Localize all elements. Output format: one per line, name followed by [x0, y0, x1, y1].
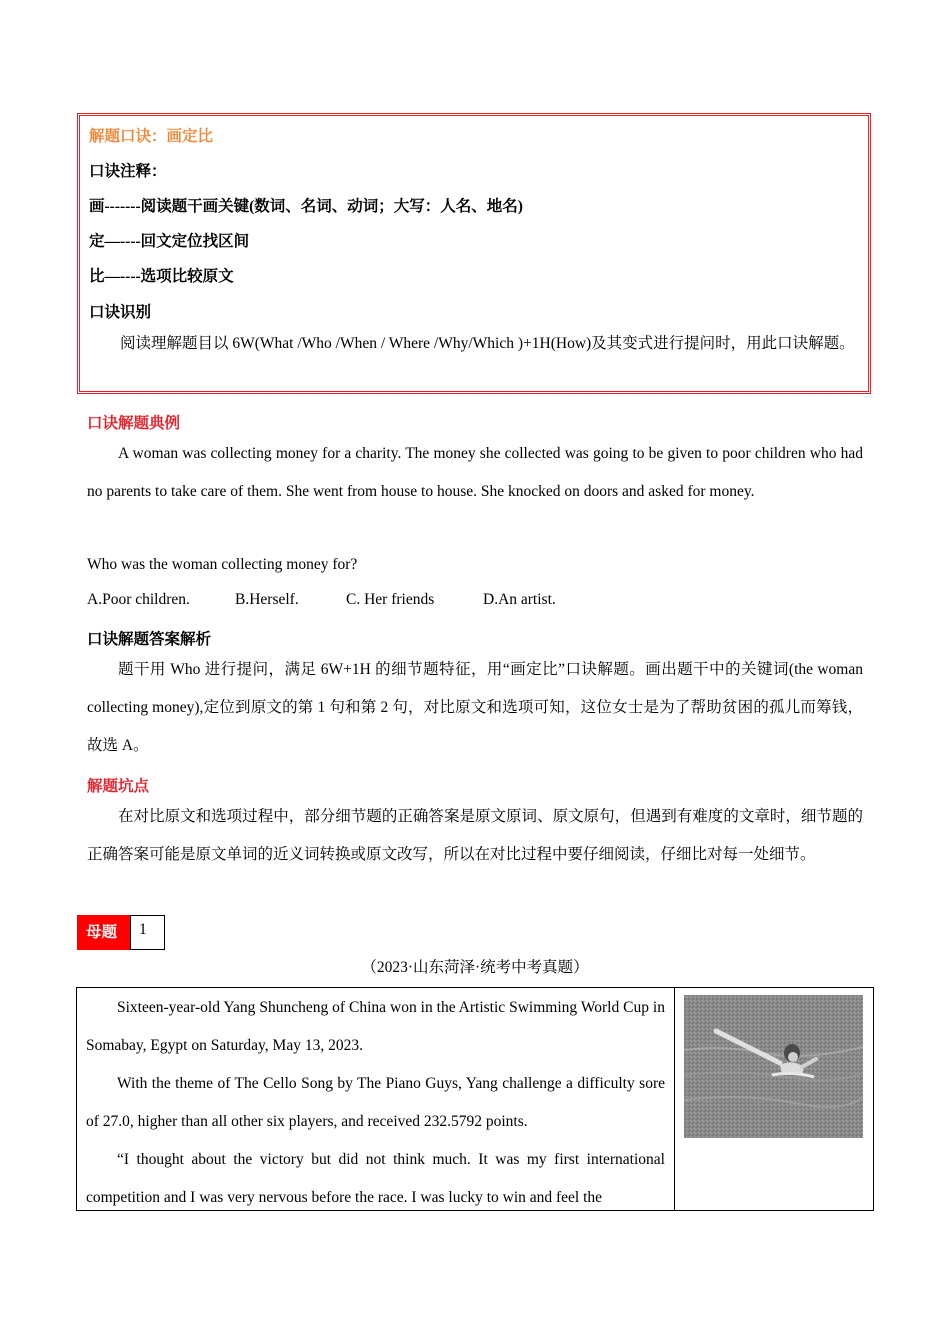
mother-question-label: 母题 — [77, 915, 130, 950]
tip-line-hua: 画-------阅读题干画关键(数词、名词、动词；大写：人名、地名) — [89, 198, 523, 215]
passage-paragraph: Sixteen-year-old Yang Shuncheng of China won in the Artistic Swimming World Cup in Somabay, Egypt on Saturday, May 13, 2023. — [86, 999, 665, 1054]
mother-question-number: 1 — [130, 915, 165, 950]
passage-table — [76, 987, 874, 1211]
passage-paragraph: With the theme of The Cello Song by The Piano Guys, Yang challenge a difficulty sore of 27.0, higher than all other six players, and received 232.5792 points. — [86, 1075, 665, 1130]
tip-line-ding: 定—----回文定位找区间 — [89, 233, 250, 250]
option-d: D.An artist. — [483, 591, 556, 608]
example-heading: 口诀解题典例 — [87, 415, 181, 432]
pitfall-body: 在对比原文和选项过程中，部分细节题的正确答案是原文原词、原文原句，但遇到有难度的文章时，细节题的正确答案可能是原文单词的近义词转换或原文改写，所以在对比过程中要仔细阅读，仔细比对每一处细节。 — [87, 808, 863, 863]
pitfall-heading: 解题坑点 — [87, 778, 150, 795]
example-question: Who was the woman collecting money for? — [87, 556, 358, 573]
passage-image-cell — [675, 988, 873, 1210]
analysis-body: 题干用 Who 进行提问，满足 6W+1H 的细节题特征，用“画定比”口诀解题。画出题干中的关键词(the woman collecting money),定位到原文的第 1 句和第 2 句，对比原文和选项可知，这位女士是为了帮助贫困的孤儿而筹钱，故选 A。 — [87, 661, 863, 754]
tip-line-bi: 比—----选项比较原文 — [89, 268, 234, 285]
swimmer-illustration — [684, 995, 863, 1138]
tip-recognize-body: 阅读理解题目以 6W(What /Who /When / Where /Why/Which )+1H(How)及其变式进行提问时，用此口诀解题。 — [120, 335, 855, 352]
analysis-heading: 口诀解题答案解析 — [87, 631, 212, 648]
tip-box — [77, 113, 871, 394]
option-c: C. Her friends — [346, 591, 435, 608]
example-passage: A woman was collecting money for a charity. The money she collected was going to be given to poor children who had no parents to take care of them. She went from house to house. She knocked on doors and asked for money. — [87, 445, 863, 500]
tip-title: 解题口诀：画定比 — [89, 128, 214, 145]
question-source: （2023·山东菏泽·统考中考真题） — [361, 959, 589, 976]
option-b: B.Herself. — [235, 591, 299, 608]
option-a: A.Poor children. — [87, 591, 190, 608]
passage-paragraph: “I thought about the victory but did not think much. It was my first international competition and I was very nervous before the race. I was lucky to win and feel the — [86, 1151, 665, 1206]
passage-text-cell — [77, 988, 675, 1210]
tip-recognize-heading: 口诀识别 — [89, 304, 152, 321]
swimmer-photo — [684, 995, 863, 1138]
tip-notes-heading: 口诀注释： — [89, 163, 167, 180]
